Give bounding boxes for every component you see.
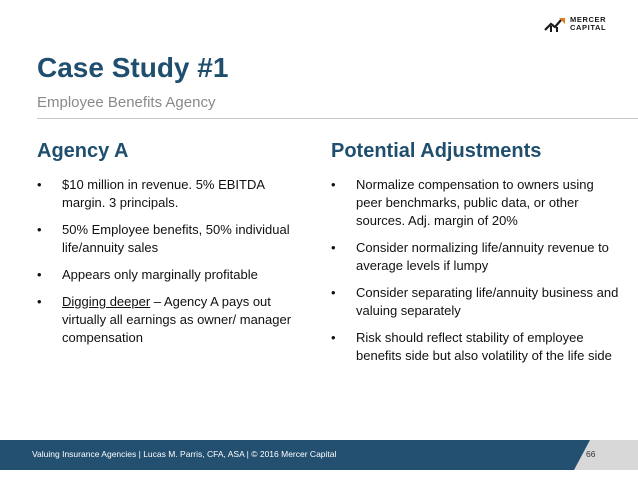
list-item [331,284,621,320]
footer-bar [0,440,638,470]
bullet-icon: • [331,240,336,255]
list-item [331,239,621,275]
bullet-text: Appears only marginally profitable [62,267,258,282]
left-column-heading: Agency A [37,140,129,162]
bullet-icon: • [37,267,42,282]
slide-title: Case Study #1 [37,52,229,83]
right-bullet-list [331,176,621,374]
digging-deeper-text: Digging deeper [62,294,151,309]
left-bullet-list [37,176,307,356]
list-item [331,329,621,365]
list-item [37,221,307,257]
right-column-heading: Potential Adjustments [331,140,542,162]
bullet-text: Consider normalizing life/annuity revenue to average levels if lumpy [356,240,609,273]
list-item [37,176,307,212]
logo-text [570,16,606,32]
bullet-text: Risk should reflect stability of employee benefits side but also volatility of the life side [356,330,612,363]
bullet-text: Consider separating life/annuity business and valuing separately [356,285,619,318]
bullet-icon: • [331,330,336,345]
bullet-icon: • [331,177,336,192]
logo-mark-icon [544,15,566,33]
slide-subtitle: Employee Benefits Agency [37,94,216,111]
bullet-text: 50% Employee benefits, 50% individual life/annuity sales [62,222,290,255]
bullet-icon: • [37,294,42,309]
title-divider [37,118,638,119]
page-number: 66 [586,449,596,459]
list-item [37,266,307,284]
bullet-icon: • [37,177,42,192]
mercer-capital-logo [544,15,606,33]
footer-text: Valuing Insurance Agencies | Lucas M. Parris, CFA, ASA | © 2016 Mercer Capital [32,449,337,459]
logo-line-1: MERCER [570,15,607,24]
bullet-icon: • [37,222,42,237]
bullet-text: Normalize compensation to owners using peer benchmarks, public data, or other sources. Adj. margin of 20% [356,177,594,228]
list-item [37,293,307,347]
bullet-icon: • [331,285,336,300]
bullet-text: $10 million in revenue. 5% EBITDA margin. 3 principals. [62,177,265,210]
bullet-text: – Agency A pays out virtually all earnings as owner/ manager compensation [62,294,292,345]
list-item [331,176,621,230]
logo-line-2: CAPITAL [570,23,607,32]
